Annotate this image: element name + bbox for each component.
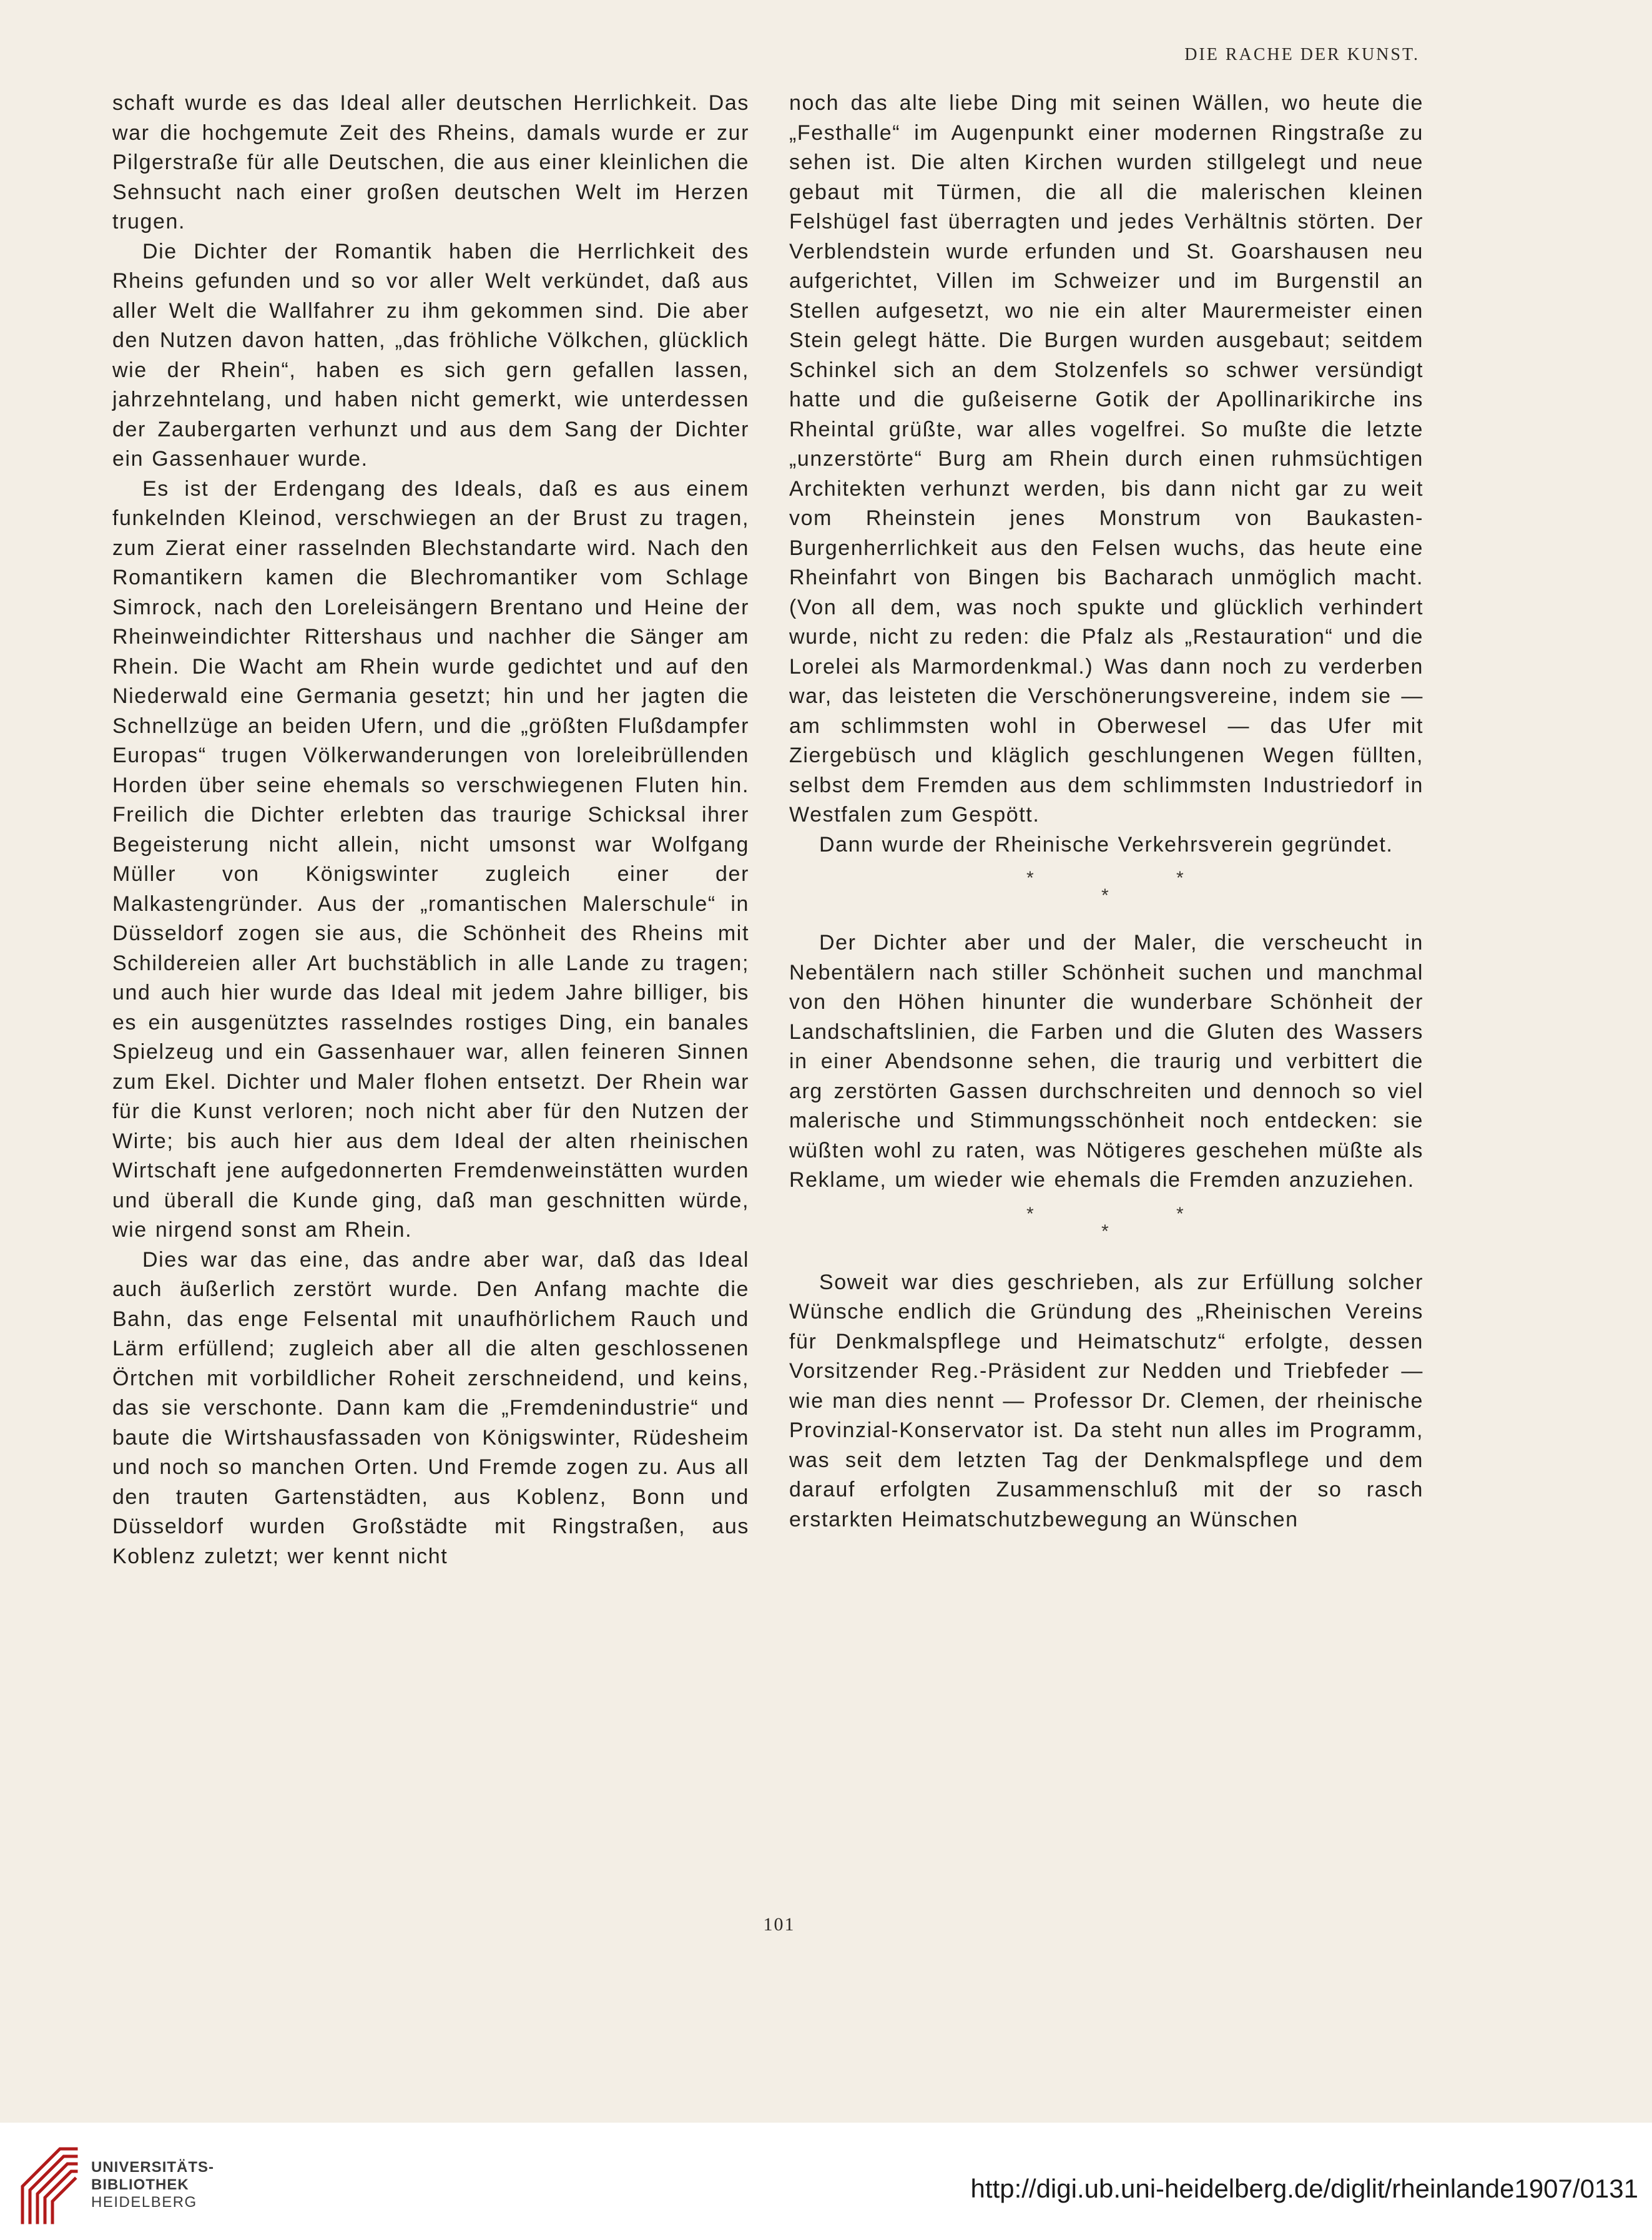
running-title: DIE RACHE DER KUNST. — [1184, 45, 1420, 64]
paragraph: schaft wurde es das Ideal aller deutschen Herrlichkeit. Das war die hochgemute Zeit des Rheins, damals wurde er zur Pilgerstraße für alle Deutschen, die aus einer kleinlichen die Sehnsucht nach einer großen deutschen Welt im Herzen trugen. — [112, 91, 749, 233]
paragraph: Die Dichter der Romantik haben die Herrlichkeit des Rheins gefunden und so vor aller Welt verkündet, daß aus aller Welt die Wallfahrer zu ihm gekommen sind. Die aber den Nutzen davon hatten, „das fröhliche Völkchen, glücklich wie der Rhein“, haben es sich gern gefallen lassen, jahrzehntelang, und haben nicht gemerkt, wie unterdessen der Zaubergarten verhunzt und aus dem Sang der Dichter ein Gassenhauer wurde. — [112, 239, 749, 471]
paragraph: Soweit war dies geschrieben, als zur Erfüllung solcher Wünsche endlich die Gründung des „Rheinischen Vereins für Denkmalspflege und Heimatschutz“ erfolgte, dessen Vorsitzender Reg.-Präsident zur Nedden und Triebfeder — wie man dies nennt — Professor Dr. Clemen, der rheinische Provinzial-Konservator ist. Da steht nun alles im Programm, was seit dem letzten Tag der Denkmalspflege und dem darauf erfolgten Zusammenschluß mit der so rasch erstarkten Heimatschutzbewegung an Wünschen — [789, 1270, 1423, 1531]
asterism-star: * — [1026, 1203, 1035, 1224]
asterism-star: * — [1101, 1221, 1110, 1242]
section-separator — [789, 860, 1423, 928]
paragraph: Es ist der Erdengang des Ideals, daß es aus einem funkelnden Kleinod, verschwiegen an der Brust zu tragen, zum Zierat einer rasselnden Blechstandarte wird. Nach den Romantikern kamen die Blechromantiker vom Schlage Simrock, nach den Loreleisängern Brentano und Heine der Rheinweindichter Rittershaus und nachher die Sänger am Rhein. Die Wacht am Rhein wurde gedichtet und auf den Niederwald eine Germania gesetzt; hin und her jagten die Schnellzüge an beiden Ufern, und die „größten Flußdampfer Europas“ trugen Völkerwanderungen von loreleibrüllenden Horden über seine ehemals so verschwiegenen Fluten hin. Freilich die Dichter erlebten das traurige Schicksal ihrer Begeisterung nicht allein, nicht umsonst war Wolfgang Müller von Königswinter zugleich einer der Malkastengründer. Aus der „romantischen Malerschule“ in Düsseldorf zogen sie aus, die Schönheit des Rheins mit Schildereien aller Art buchstäblich in alle Lande zu tragen; und auch hier wurde das Ideal mit jedem Jahre billiger, bis es ein ausgenütztes rasselndes rostiges Ding, ein banales Spielzeug und ein Gassenhauer war, allen feineren Sinnen zum Ekel. Dichter und Maler flohen entsetzt. Der Rhein war für die Kunst verloren; noch nicht aber für den Nutzen der Wirte; bis auch hier aus dem Ideal der alten rheinischen Wirtschaft jene aufgedonnerten Fremdenweinstätten wurden und überall die Kunde ging, daß man geschnitten würde, wie nirgend sonst am Rhein. — [112, 476, 749, 1242]
library-name-line: BIBLIOTHEK — [91, 2176, 189, 2193]
library-name-line: HEIDELBERG — [91, 2194, 197, 2211]
asterism-star: * — [1026, 868, 1035, 888]
paragraph: noch das alte liebe Ding mit seinen Wällen, wo heute die „Festhalle“ im Augenpunkt einer modernen Ringstraße zu sehen ist. Die alten Kirchen wurden stillgelegt und neue gebaut mit Türmen, die all die malerischen kleinen Felshügel fast überragten und jedes Verhältnis störten. Der Verblendstein wurde erfunden und St. Goarshausen neu aufgerichtet, Villen im Schweizer und im Burgenstil an Stellen aufgesetzt, wo nie ein alter Maurermeister einen Stein gelegt hätte. Die Burgen wurden ausgebaut; seitdem Schinkel sich an dem Stolzenfels so schwer versündigt hatte und die gußeiserne Gotik der Apollinarikirche ins Rheintal grüßte, war alles vogelfrei. So mußte die letzte „unzerstörte“ Burg am Rhein durch einen ruhmsüchtigen Architekten verhunzt werden, bis dann nicht gar zu weit vom Rheinstein jenes Monstrum von Baukasten-Burgenherrlichkeit aus den Felsen wuchs, das heute eine Rheinfahrt von Bingen bis Bacharach unmöglich macht. (Von all dem, was noch spukte und glücklich verhindert wurde, nicht zu reden: die Pfalz als „Restauration“ und die Lorelei als Marmordenkmal.) Was dann noch zu verderben war, das leisteten die Verschönerungsvereine, indem sie — am schlimmsten wohl in Oberwesel — das Ufer mit Ziergebüsch und kläglich geschlungenen Wegen füllten, selbst dem Fremden aus dem schlimmsten Industriedorf in Westfalen zum Gespött. — [789, 91, 1423, 827]
asterism-star: * — [1176, 868, 1185, 888]
asterism-star: * — [1101, 885, 1110, 906]
text-column-right — [789, 89, 1423, 1535]
paragraph: Der Dichter aber und der Maler, die verscheucht in Nebentälern nach stiller Schönheit suchen und manchmal von den Höhen hinunter die wunderbare Schönheit der Landschaftslinien, die Farben und die Gluten des Wassers in einer Abendsonne sehen, die traurig und verbittert die arg zerstörten Gassen durchschreiten und dennoch so viel malerische und Stimmungsschönheit noch entdecken: sie wüßten wohl zu raten, was Nötigeres geschehen müßte als Reklame, um wieder wie ehemals die Fremden anzuziehen. — [789, 931, 1423, 1192]
section-separator — [789, 1196, 1423, 1268]
footer-bar — [0, 2123, 1652, 2240]
paragraph: Dann wurde der Rheinische Verkehrsverein gegründet. — [819, 832, 1394, 857]
page-number: 101 — [763, 1914, 795, 1935]
source-url-link[interactable]: http://digi.ub.uni-heidelberg.de/diglit/rheinlande1907/0131 — [970, 2174, 1638, 2203]
library-name-line: UNIVERSITÄTS- — [91, 2159, 215, 2176]
ub-heidelberg-logo-icon[interactable] — [16, 2143, 79, 2225]
library-name — [91, 2159, 214, 2211]
asterism-star: * — [1176, 1203, 1185, 1224]
text-column-left — [112, 89, 749, 1571]
paragraph: Dies war das eine, das andre aber war, daß das Ideal auch äußerlich zerstört wurde. Den Anfang machte die Bahn, das enge Felsental mit unaufhörlichem Rauch und Lärm erfüllend; zugleich aber all die alten geschlossenen Örtchen mit vorbildlicher Roheit zerschneidend, und keins, das sie verschonte. Dann kam die „Fremdenindustrie“ und baute die Wirtshausfassaden von Königswinter, Rüdesheim und noch so manchen Orten. Und Fremde zogen zu. Aus all den trauten Gartenstädten, aus Koblenz, Bonn und Düsseldorf wurden Großstädte mit Ringstraßen, aus Koblenz zuletzt; wer kennt nicht — [112, 1247, 749, 1568]
